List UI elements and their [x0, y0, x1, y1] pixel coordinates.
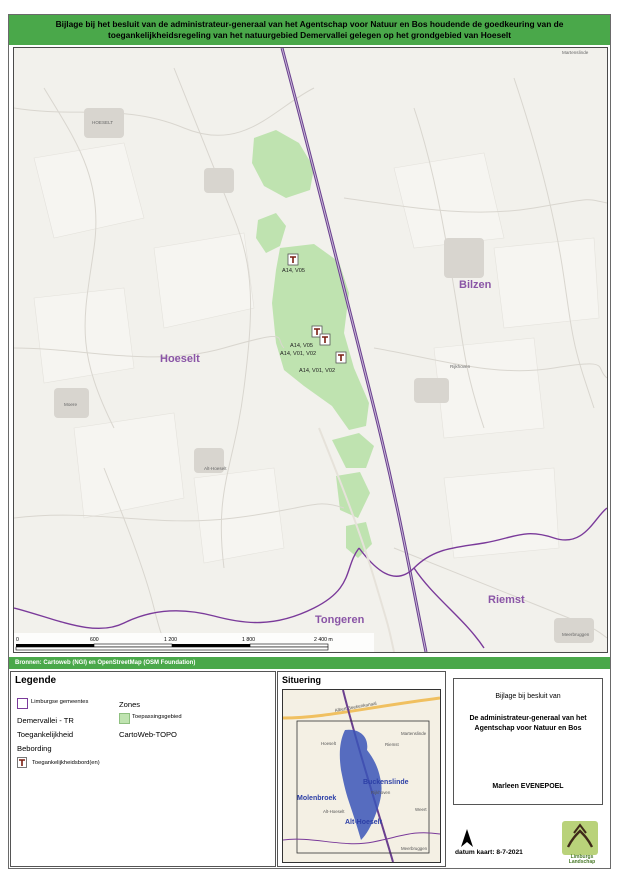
legend-zone-item: Toepassingsgebied	[132, 714, 182, 720]
access-sign-icon	[17, 757, 27, 768]
situering-panel	[277, 671, 446, 867]
decision-line-1: Bijlage bij besluit van	[495, 693, 561, 700]
situ-small-label: Alt-Hoeselt	[323, 809, 345, 814]
municipality-label-tongeren: Tongeren	[315, 614, 365, 626]
sign-label: A14, V05	[282, 268, 306, 274]
situ-label: Molenbroek	[297, 795, 337, 802]
situ-small-label: Martenslinde	[401, 731, 427, 736]
situ-small-label: Riemst	[385, 742, 399, 747]
scale-tick: 1 800	[242, 637, 255, 643]
legend-title: Legende	[15, 675, 57, 686]
title-bar	[9, 15, 610, 45]
decision-line-2: De administrateur-generaal van het	[469, 715, 587, 722]
info-panel	[449, 671, 607, 865]
place-label: Meerbruggen	[562, 632, 590, 637]
access-sign-icon[interactable]	[320, 334, 330, 345]
zone-swatch	[119, 713, 130, 724]
situ-small-label: Weert	[415, 807, 427, 812]
sources-bar: Bronnen: Cartoweb (NGI) en OpenStreetMap (OSM Foundation)	[9, 657, 610, 669]
access-sign-icon[interactable]	[336, 352, 346, 363]
north-arrow-icon	[460, 829, 474, 849]
place-label: HOESELT	[92, 120, 114, 125]
scale-tick: 2 400 m	[314, 637, 333, 643]
legend-municipalities: Limburgse gemeentes	[31, 699, 89, 705]
map-sheet	[8, 14, 611, 869]
legend-area-name: Demervallei - TR	[17, 716, 74, 725]
situering-canvas	[283, 690, 440, 862]
decision-line-3: Agentschap voor Natuur en Bos	[474, 725, 582, 732]
title-line-2: toegankelijkheidsregeling van het natuurgebied Demervallei gelegen op het grondgebied van Hoeselt	[107, 30, 512, 40]
legend-panel	[10, 671, 276, 867]
signer-name: Marleen EVENEPOEL	[492, 783, 564, 790]
legend-basemap: CartoWeb-TOPO	[119, 730, 177, 739]
place-label: Rijkhoven	[450, 364, 471, 369]
situering-map[interactable]	[282, 689, 441, 863]
map-date: datum kaart: 8-7-2021	[455, 849, 523, 856]
scale-tick: 0	[16, 637, 19, 643]
legend-access: Toegankelijkheid	[17, 730, 74, 739]
decision-box	[453, 678, 603, 805]
title-line-1: Bijlage bij het besluit van de administrateur-generaal van het Agentschap voor Natuur en Bos houdende de goedkeuring van de	[55, 19, 564, 29]
logo-text-1: Limburgs	[570, 854, 594, 860]
main-map[interactable]	[13, 47, 608, 653]
situ-small-label: Albert Beekenkanaal	[334, 700, 377, 713]
map-canvas	[14, 48, 607, 652]
legend-zones-title: Zones	[119, 700, 141, 709]
situ-small-label: Hoeselt	[321, 741, 336, 746]
sign-label: A14, V01, V02	[299, 368, 336, 374]
scale-bar	[14, 633, 374, 652]
place-label: Moere	[64, 402, 78, 407]
municipality-swatch	[17, 698, 28, 709]
logo-text-2: Landschap	[568, 859, 596, 865]
legend-signage: Bebording	[17, 744, 52, 753]
scale-tick: 600	[90, 637, 99, 643]
situ-small-label: Meerbruggen	[401, 846, 428, 851]
logo-text	[562, 855, 602, 865]
place-label: Alt-Hoeselt	[204, 466, 227, 471]
scale-tick: 1 200	[164, 637, 177, 643]
access-sign-icon[interactable]	[288, 254, 298, 265]
situ-small-label: Rijkhoven	[371, 790, 391, 795]
legend-sign-item: Toegankelijkheidsbord(en)	[32, 760, 100, 766]
sign-label: A14, V05	[290, 343, 314, 349]
situ-label: Buckenslinde	[363, 779, 409, 786]
municipality-label-hoeselt: Hoeselt	[160, 353, 200, 365]
situ-label: Alt-Hoeselt	[345, 819, 382, 826]
situering-title: Situering	[282, 675, 322, 685]
place-label: Martenslinde	[562, 50, 589, 55]
municipality-label-riemst: Riemst	[488, 594, 525, 606]
municipality-label-bilzen: Bilzen	[459, 279, 492, 291]
sign-label: A14, V01, V02	[280, 351, 317, 357]
